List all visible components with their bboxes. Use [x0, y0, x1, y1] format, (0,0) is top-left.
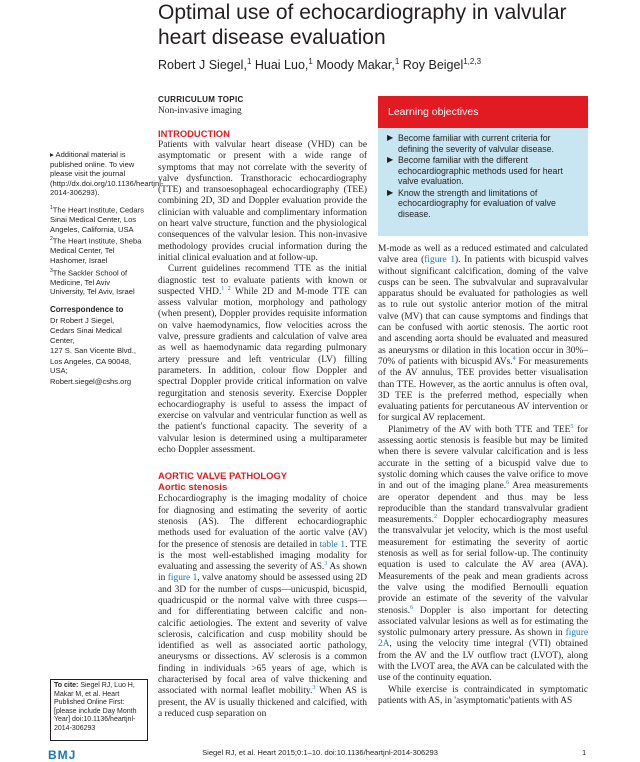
- article-title: Optimal use of echocardiography in valvular heart disease evaluation: [158, 1, 567, 49]
- learning-objective-item: ▶ Become familiar with the different echocardiographic methods used for heart valve evaluation.: [387, 155, 563, 186]
- section-heading-aortic-valve: AORTIC VALVE PATHOLOGY: [158, 470, 287, 482]
- figure-link[interactable]: figure 1: [167, 573, 198, 584]
- author-name: Huai Luo,: [254, 58, 309, 73]
- correspondence-line: 127 S. San Vicente Blvd.,: [50, 346, 136, 356]
- affiliation: $^1$The Heart Institute, Cedars Sinai Medical Center, Los Angeles, California, USA: [50, 204, 144, 234]
- paragraph: M-mode as well as a reduced estimated and calculated valve area (figure 1). In patients with bicuspid valves without significant calcification, doming of the valve cusps can be seen. The subvalvular and supravalvular apparatus should be evaluated for pathologies as well as to rule out systolic anterior motion of the mitral valve (MV) that can cause symptoms and findings that can be confused with aortic stenosis. The aortic root and ascending aorta should be evaluated and measured as aneurysms or dilation in this location occur in 30%–70% of patients with bicuspid AVs.$^4$ For measurements of the AV annulus, TEE provides better visualisation than TTE. However, as the aortic annulus is often oval, 3D TEE is the preferred method, especially when evaluating patients for percutaneous AV intervention or for surgical AV replacement.: [378, 244, 589, 424]
- cite-text: Siegel RJ, Luo H, Makar M, et al. Heart Published Online First: [please include Day Month Year] doi:10.1136/heartjnl-2014-306293: [54, 682, 137, 732]
- right-column: [378, 244, 588, 707]
- author-name: Roy Beigel: [402, 58, 464, 73]
- curriculum-value: Non-invasive imaging: [158, 106, 242, 116]
- paragraph: Echocardiography is the imaging modality of choice for diagnosing and estimating the severity of aortic stenosis (AS). The different echocardiographic methods used for evaluation of the aortic valve (AV) for the presence of stenosis are detailed in table 1. TTE is the most well-established imaging modality for evaluating and assessing the severity of AS.$^3$ As shown in figure 1, valve anatomy should be assessed using 2D and 3D for the number of cusps—unicuspid, bicuspid, quadricuspid or the normal valve with three cusps—and for differentiating between calcific and non-calcific aetiologies. The extent and severity of valve sclerosis, calcification and cusp mobility should be identified as well as associated aortic pathology, aneurysms or dissections. AV sclerosis is a common finding in individuals >65 years of age, which is characterised by focal area of valve thickening and associated with normal leaflet mobility.$^3$ When AS is present, the AV is usually thickened and calcified, with a reduced cusp separation on: [158, 494, 368, 719]
- cite-label: To cite:: [54, 682, 79, 689]
- table-link[interactable]: table 1: [319, 539, 346, 550]
- correspondence-line: Los Angeles, CA 90048, USA;: [50, 356, 132, 376]
- author-affil-sup: 1: [394, 57, 400, 66]
- triangle-bullet-icon: ▶: [387, 155, 394, 164]
- author-list: [158, 54, 618, 73]
- triangle-bullet-icon: ▶: [387, 133, 394, 142]
- paragraph: Patients with valvular heart disease (VHD) can be asymptomatic or present with a wide range of symptoms that may not correlate with the severity of valve dysfunction. Transthoracic echocardiography (TTE) and transoesophageal echocardiography (TEE) combining 2D, 3D and Doppler evaluation provide the clinician with valuable and complimentary information on heart valve structure, function and the physiological consequences of the valvular lesion. This non-invasive methodology provides crucial information during the initial clinical evaluation and at follow-up.: [158, 140, 367, 263]
- page-number: 1: [582, 748, 587, 757]
- learning-objectives-list: [378, 128, 588, 236]
- page-footer: [0, 746, 640, 762]
- curriculum-heading: CURRICULUM TOPIC: [158, 95, 244, 104]
- intro-section: [158, 128, 367, 720]
- affiliation: $^2$The Heart Institute, Sheba Medical Center, Tel Hashomer, Israel: [50, 236, 142, 265]
- bmj-logo: BMJ: [48, 748, 77, 762]
- correspondence-email[interactable]: Robert.siegel@cshs.org: [50, 377, 132, 387]
- paragraph: While exercise is contraindicated in symptomatic patients with AS, in 'asymptomatic'patients with AS: [378, 684, 588, 706]
- subheading-aortic-stenosis: Aortic stenosis: [158, 482, 228, 494]
- additional-material-note[interactable]: ▸ Additional material is published online. To view please visit the journal (http://dx.doi.org/10.1136/heartjnl-2014-306293).: [50, 150, 164, 198]
- correspondence-heading: Correspondence to: [50, 304, 124, 314]
- curriculum-topic: [158, 95, 368, 117]
- to-cite-box: [50, 679, 148, 741]
- figure-link[interactable]: figure 2A: [378, 628, 588, 650]
- section-heading-introduction: INTRODUCTION: [158, 128, 230, 139]
- correspondence-line: Dr Robert J Siegel,: [50, 315, 115, 325]
- learning-objectives-title: Learning objectives: [378, 96, 588, 128]
- author-affil-sup: 1: [308, 57, 313, 66]
- figure-link[interactable]: figure 1: [424, 255, 456, 266]
- author-affil-sup: 1: [246, 57, 252, 66]
- learning-objective-item: ▶ Know the strength and limitations of echocardiography for evaluation of valve disease.: [387, 187, 556, 219]
- affiliation: $^3$The Sackler School of Medicine, Tel Aviv University, Tel Aviv, Israel: [50, 267, 135, 297]
- paragraph: Current guidelines recommend TTE as the initial diagnostic test to evaluate patients with known or suspected VHD.$^{1 2}$ While 2D and M-mode TTE can assess valvular motion, morphology and pathology (when present), Doppler provides requisite information on valve haemodynamics, flow velocities across the valve, pressure gradients and calculation of valve area as well as haemodynamic data regarding pulmonary artery pressure and left ventricular (LV) filling parameters. In addition, colour flow Doppler and spectral Doppler provide critical information on valve regurgitation and stenosis severity. Exercise Doppler echocardiography is useful to assess the impact of exercise on valvular and ventricular function as well as the patient's functional capacity. The severity of a valvular lesion is determined using a multiparameter echo Doppler assessment.: [158, 264, 367, 456]
- author-name: Robert J Siegel,: [158, 58, 247, 73]
- learning-objectives-box: [378, 96, 588, 233]
- author-affil-sup: 1,2,3: [463, 57, 482, 66]
- author-name: Moody Makar,: [316, 58, 395, 73]
- paragraph: Planimetry of the AV with both TTE and TEE$^5$ for assessing aortic stenosis is feasible but may be limited when there is severe valvular calcification and is less accurate in the setting of a bicuspid valve due to systolic doming which causes the valve orifice to move in and out of the imaging plane.$^6$ Area measurements are operator dependent and thus may be less reproducible than the standard transvalvular gradient measurements.$^2$ Doppler echocardiography measures the transvalvular jet velocity, which is the most useful measurement for estimating the severity of aortic stenosis as well as for serial follow-up. The continuity equation is used to calculate the AV area (AVA). Measurements of the peak and mean gradients across the valve using the modified Bernoulli equation provide an estimate of the severity of the valvular stenosis.$^6$ Doppler is also important for detecting associated valvular lesions as well as for estimating the systolic pulmonary artery pressure. As shown in figure 2A, using the velocity time integral (VTI) obtained from the AV and the LV outflow tract (LVOT), along with the LVOT area, the AVA can be calculated with the use of the continuity equation.: [378, 423, 589, 684]
- footer-citation: Siegel RJ, et al. Heart 2015;0:1–10. doi:10.1136/heartjnl-2014-306293: [202, 748, 438, 757]
- triangle-bullet-icon: ▶: [387, 187, 394, 197]
- correspondence-line: Cedars Sinai Medical Center,: [50, 326, 122, 345]
- learning-objective-item: ▶ Become familiar with current criteria for defining the severity of valvular disease.: [387, 133, 554, 154]
- sidebar: [50, 150, 164, 388]
